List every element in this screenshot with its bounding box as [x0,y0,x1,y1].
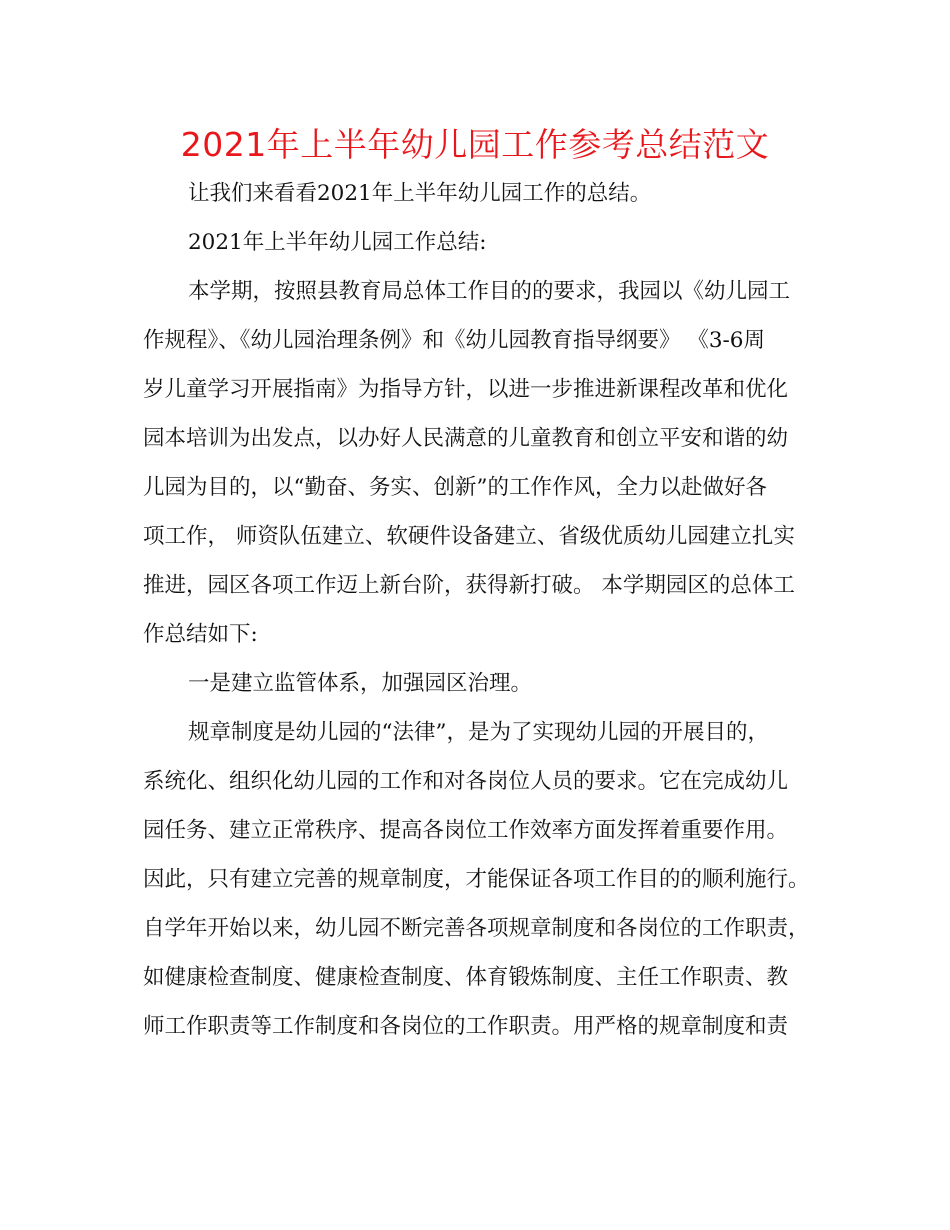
paragraph-line: 项工作， 师资队伍建立、软硬件设备建立、省级优质幼儿园建立扎实 [143,524,795,549]
document-title: 2021年上半年幼儿园工作参考总结范文 [180,125,770,164]
paragraph-line: 规章制度是幼儿园的“法律”，是为了实现幼儿园的开展目的， [188,720,769,745]
paragraph-line: 作规程》、《幼儿园治理条例》和《幼儿园教育指导纲要》 《3-6周 [143,328,765,353]
paragraph-line: 自学年开始以来，幼儿园不断完善各项规章制度和各岗位的工作职责， [143,916,810,941]
paragraph-line: 因此，只有建立完善的规章制度，才能保证各项工作目的的顺利施行。 [143,867,810,892]
section-heading-line: 一是建立监管体系，加强园区治理。 [188,671,533,696]
paragraph-line-subtitle: 2021年上半年幼儿园工作总结: [188,230,487,255]
paragraph-line: 本学期，按照县教育局总体工作目的的要求，我园以《幼儿园工 [188,279,791,304]
paragraph-line: 园任务、建立正常秩序、提高各岗位工作效率方面发挥着重要作用。 [143,818,789,843]
paragraph-line: 作总结如下: [143,622,258,647]
paragraph-line: 岁儿童学习开展指南》为指导方针，以进一步推进新课程改革和优化 [143,377,789,402]
paragraph-line: 系统化、组织化幼儿园的工作和对各岗位人员的要求。它在完成幼儿 [143,769,789,794]
paragraph-line: 园本培训为出发点，以办好人民满意的儿童教育和创立平安和谐的幼 [143,426,789,451]
paragraph-line-intro: 让我们来看看2021年上半年幼儿园工作的总结。 [188,181,652,206]
paragraph-line: 儿园为目的，以“勤奋、务实、创新”的工作作风，全力以赴做好各 [143,475,767,500]
paragraph-line: 如健康检查制度、健康检查制度、体育锻炼制度、主任工作职责、教 [143,965,789,990]
paragraph-line: 推进，园区各项工作迈上新台阶，获得新打破。 本学期园区的总体工 [143,573,795,598]
paragraph-line: 师工作职责等工作制度和各岗位的工作职责。用严格的规章制度和责 [143,1014,789,1039]
